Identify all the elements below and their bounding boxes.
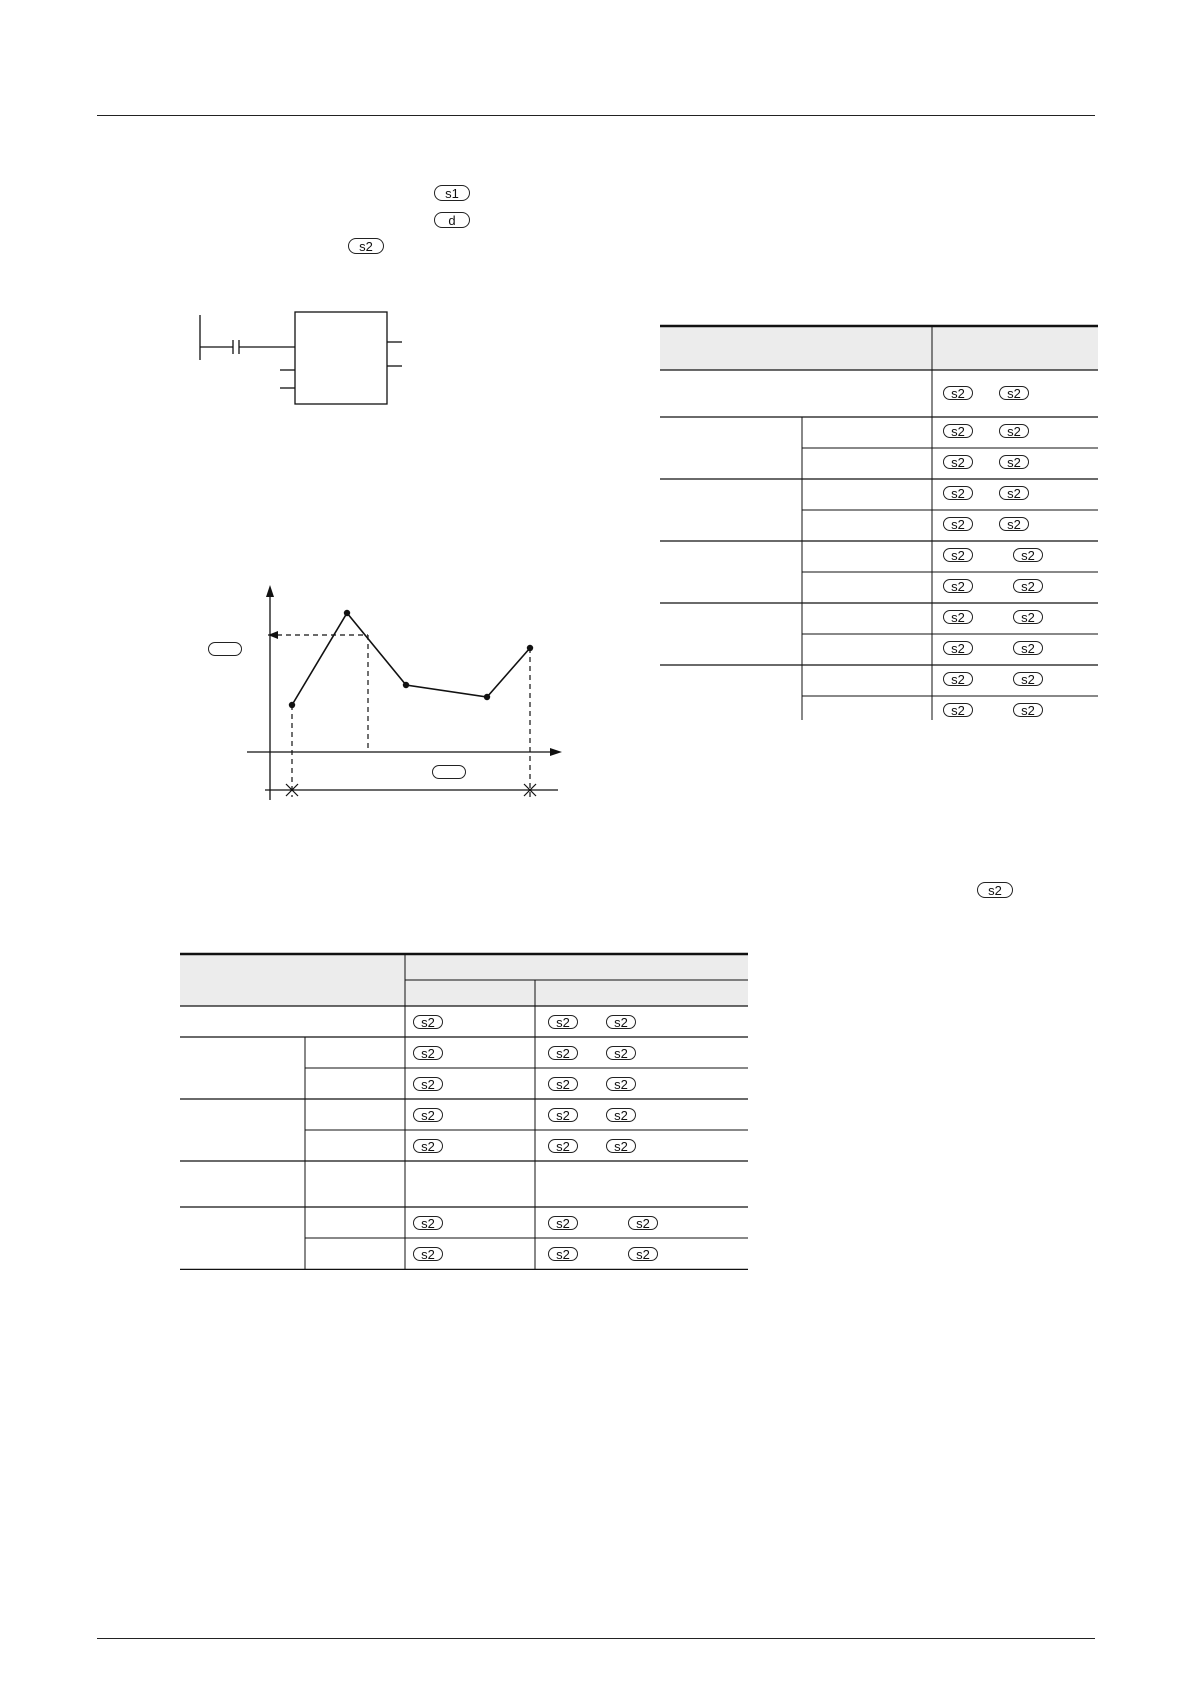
- badge-s2: s2: [1013, 641, 1043, 655]
- badge-s2: s2: [943, 424, 973, 438]
- operand-badge-s2: s2: [348, 238, 384, 254]
- badge-s2: s2: [1013, 579, 1043, 593]
- badge-s2: s2: [1013, 610, 1043, 624]
- badge-s2: s2: [548, 1077, 578, 1091]
- badge-s2: s2: [943, 386, 973, 400]
- right-table-header-left: [660, 330, 932, 374]
- badge-s2: s2: [999, 517, 1029, 531]
- badge-s2: s2: [548, 1247, 578, 1261]
- graph-point: [344, 610, 350, 616]
- graph-x-marker: [432, 765, 466, 779]
- badge-s2: s2: [413, 1216, 443, 1230]
- graph-point: [289, 702, 295, 708]
- badge-s2: s2: [413, 1046, 443, 1060]
- graph-point: [403, 682, 409, 688]
- badge-s2: s2: [548, 1046, 578, 1060]
- header-rule: [97, 115, 1095, 116]
- badge-s2: s2: [548, 1108, 578, 1122]
- interpolation-graph: [190, 575, 570, 835]
- badge-s2: s2: [413, 1139, 443, 1153]
- badge-s2: s2: [943, 703, 973, 717]
- badge-s2: s2: [999, 486, 1029, 500]
- badge-s2: s2: [628, 1247, 658, 1261]
- badge-s2: s2: [413, 1247, 443, 1261]
- note-badge-s2: s2: [977, 882, 1013, 898]
- badge-s2: s2: [606, 1077, 636, 1091]
- graph-point: [527, 645, 533, 651]
- badge-s2: s2: [943, 517, 973, 531]
- badge-s2: s2: [1013, 703, 1043, 717]
- badge-s2: s2: [943, 610, 973, 624]
- graph-y-marker: [208, 642, 242, 656]
- badge-s2: s2: [943, 486, 973, 500]
- badge-s2: s2: [943, 641, 973, 655]
- badge-s2: s2: [999, 424, 1029, 438]
- badge-s2: s2: [1013, 548, 1043, 562]
- badge-s2: s2: [548, 1015, 578, 1029]
- badge-s2: s2: [999, 386, 1029, 400]
- graph-point: [484, 694, 490, 700]
- right-table: [660, 320, 1110, 720]
- right-table-header-right: [932, 330, 1098, 374]
- badge-s2: s2: [413, 1015, 443, 1029]
- operand-badge-d: d: [434, 212, 470, 228]
- badge-s2: s2: [943, 672, 973, 686]
- badge-s2: s2: [413, 1077, 443, 1091]
- badge-s2: s2: [943, 455, 973, 469]
- badge-s2: s2: [606, 1108, 636, 1122]
- operand-badge-s1: s1: [434, 185, 470, 201]
- badge-s2: s2: [943, 548, 973, 562]
- badge-s2: s2: [606, 1046, 636, 1060]
- badge-s2: s2: [628, 1216, 658, 1230]
- badge-s2: s2: [1013, 672, 1043, 686]
- badge-s2: s2: [999, 455, 1029, 469]
- badge-s2: s2: [943, 579, 973, 593]
- badge-s2: s2: [606, 1139, 636, 1153]
- badge-s2: s2: [548, 1216, 578, 1230]
- badge-s2: s2: [548, 1139, 578, 1153]
- bottom-table: [180, 950, 760, 1270]
- footer-rule: [97, 1638, 1095, 1639]
- badge-s2: s2: [413, 1108, 443, 1122]
- badge-s2: s2: [606, 1015, 636, 1029]
